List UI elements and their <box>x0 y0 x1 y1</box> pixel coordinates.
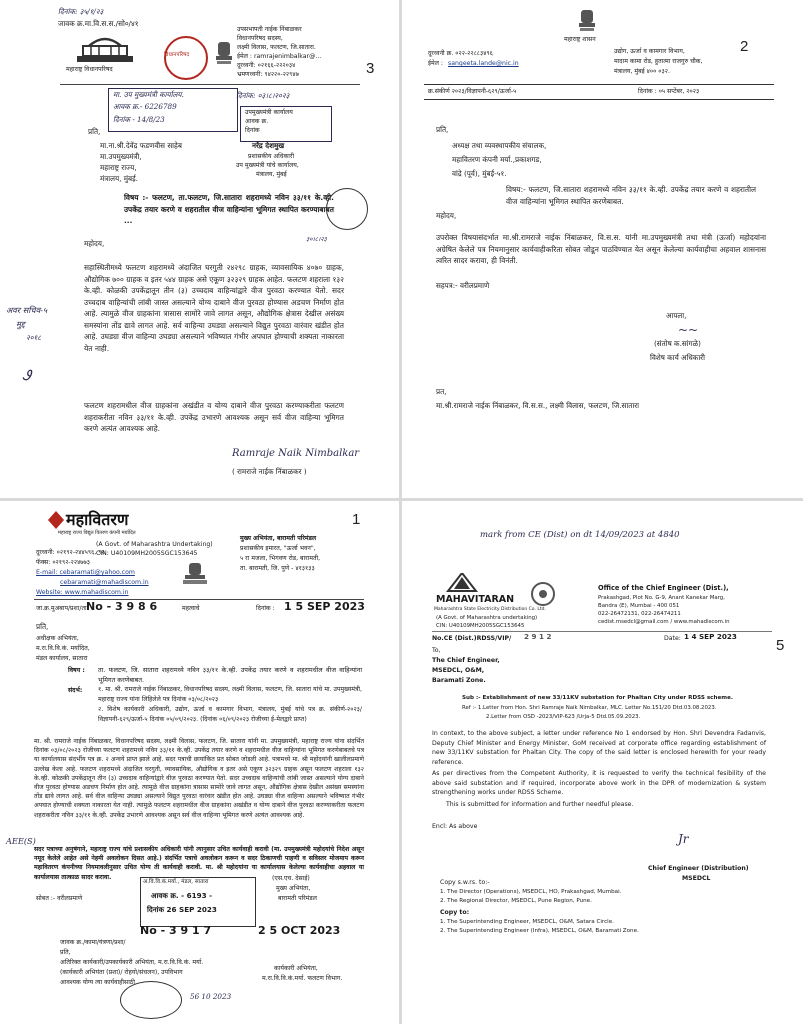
header-rule <box>60 84 360 85</box>
addressee-line: अध्यक्ष तथा व्यवस्थापकीय संचालक, <box>452 141 547 150</box>
letter-date: दिनांक: ०३।८।२०२३ <box>236 91 290 100</box>
body-paragraph-1: सहास्थितीमध्ये फलटण शहरामध्ये अंदाजित घरगुती २४२९८ ग्राहक, व्यावसायिक ४०७० ग्राहक, औद्योगिक ७०० ग्राहक व इतर ५४४ ग्राहक असे एकूण ३२३२९ ग्राहक आहेत. फलटण शहराला १३२ के.व्ही. कोळकी उपकेंद्रातून तीन (३) उच्चदाब वाहिन्यांद्वारे वीज पुरवठा करण्यात येतो. सदर उच्चदाब वाहिन्यांची लांबी जास्त असल्याने योग्य दाबाने वीज पुरवठा होण्यास अडचण निर्माण होत आहे. त्यामुळे वीज ग्राहकांना त्रासास सामोरे जावे लागत असून, औद्योगिक क्षेत्रास देखील असंख्य समस्यांना तोंड द्यावे लागत आहे. सर्व वाहिन्या उघड्या असल्याने विद्युत पुरवठा वारंवार खंडीत होत आहे. उघड्या वीज वाहिन्या उघड्या असल्याने भविष्यात गंभीर अपघात होण्याची शक्यता नाकारता येत नाही. <box>84 263 344 353</box>
stamp-line: आवक क्र. - 6193 - <box>151 891 213 900</box>
office-line: उपसभापती नाईक निंबाळकर <box>237 26 302 33</box>
handwritten-note: mark from CE (Dist) on dt 14/09/2023 at 4840 <box>480 530 680 540</box>
copy-to-line: 1. The Superintending Engineer, MSEDCL, O&M, Satara Circle. <box>440 919 614 925</box>
copy-to-line: मा.श्री.रामराजे नाईक निंबाळकर, वि.स.स., लक्ष्मी विलास, फलटण, जि.सातारा <box>436 401 639 410</box>
ref-label: जा.क्र.मुअबाप/प्रशा/ता <box>36 605 87 612</box>
sign-line: कार्यकारी अभियंता, <box>274 965 318 972</box>
body-paragraph-3: This is submitted for information and further needful please. <box>446 801 634 808</box>
emblem-caption: महाराष्ट्र शासन <box>564 36 596 43</box>
centenary-logo-icon <box>530 581 556 607</box>
subject-label: विषय : <box>68 667 85 674</box>
office-line: Bandra (E), Mumbai - 400 051 <box>598 603 680 609</box>
copy-line: 1. The Director (Operations), MSEDCL, HO, Prakashgad, Mumbai. <box>440 889 622 895</box>
javak-number: जावक क्र.मा.वि.स.स./सो०/४१ <box>58 19 139 28</box>
vidhan-bhavan-emblem-icon <box>75 34 135 64</box>
office-line: ५ रा मजला, भिगवण रोड, बारामती, <box>240 555 321 562</box>
office-line: Prakashgad, Plot No. G-9, Anant Kanekar Marg, <box>598 595 725 601</box>
addressee-line: महावितरण कंपनी मर्या.,प्रकाशगड, <box>452 155 542 164</box>
margin-note: मुद्द <box>16 319 25 329</box>
prati-label: प्रति, <box>36 622 49 631</box>
signatory-name: ( रामराजे नाईक निंबाळकर ) <box>232 467 307 476</box>
date-label: दिनांक : <box>256 605 275 612</box>
page-number: 5 <box>776 637 785 654</box>
panel-divider-horizontal <box>0 498 803 501</box>
salutation: महोदय, <box>436 211 457 220</box>
inward-stamp <box>140 877 256 927</box>
reference-1: Ref :- 1.Letter from Hon. Shri Ramraje Naik Nimbalkar, MLC. Letter No.151/20 Dtd.03.08.2023. <box>462 705 717 711</box>
enclosure: Encl: As above <box>432 823 478 830</box>
ashoka-emblem-icon <box>577 8 597 34</box>
margin-note: २०१८ <box>26 333 41 342</box>
enclosure: सहपत्र:- वरीलप्रमाणे <box>436 281 490 290</box>
round-stamp <box>120 981 182 1019</box>
addressee-line: मंत्रालय, मुंबई. <box>100 174 138 183</box>
lower-ref-number: No - 3 9 1 7 <box>140 924 212 937</box>
page-number: 3 <box>366 60 375 77</box>
enclosure: सोबत :- वरीलप्रमाणे <box>36 895 83 902</box>
page-number: 1 <box>352 511 361 528</box>
dept-line: मंत्रालय, मुंबई ४०० ०३२. <box>614 68 670 75</box>
reference-label: संदर्भ: <box>68 687 83 694</box>
side-note: AEE(S) <box>6 836 36 846</box>
logo-text: महावितरण <box>66 510 129 529</box>
important-label: महत्वाचे <box>182 605 200 612</box>
dept-line: मादाम कामा रोड, हुतात्मा राजगुरु चौक, <box>614 58 703 65</box>
addressee-line: मा.उपमुख्यमंत्री, <box>100 152 142 161</box>
sign-line: (एस.एच. देसाई) <box>272 875 310 882</box>
body-paragraph-1: In context, to the above subject, a letter under reference No 1 endorsed by Hon. Shri Devendra Fadanvis, Deputy Chief Minister and Energy Minister, GoM received at corporate office regarding establishment of new 33/11KV substation for Phaltan City. The copy of the said letter is enclosed herewith for your ready reference. <box>432 730 766 766</box>
phone-line: दूरध्वनी: ०२१९२-२४४५९६, ९२, <box>36 549 107 556</box>
copy-line: (कार्यकारी अभियंता (प्रशा)/ रोहयो/संचलन), उपविभाग <box>60 969 183 976</box>
margin-note: अवर सचिव-५ <box>6 305 48 315</box>
round-receipt-stamp <box>326 188 368 230</box>
receipt-line: दिनांक - 14/8/23 <box>113 115 165 124</box>
stamp-line: प्रशासकीय अधिकारी <box>248 153 295 160</box>
mahavitaran-logo-icon <box>48 511 64 529</box>
letter-subject: विषय:- फलटण, जि.सातारा शहरामध्ये नविन ३३/११ के.व्ही. उपकेंद्र तयार करणे व शहरातील वीज वाहिन्यांना भूमिगत स्थापित करणेबाबत. <box>506 185 756 206</box>
copy-to-line: 2. The Superintending Engineer (Infra), MSEDCL, O&M, Baramati Zone. <box>440 928 639 934</box>
email-label: ईमेल : <box>428 60 443 67</box>
govt-line: (A Govt. of Maharashtra Undertaking) <box>96 541 213 548</box>
name-stamp <box>236 142 340 190</box>
letter-panel-5 <box>402 501 803 1024</box>
office-line: 022-26472131, 022-26474211 <box>598 611 681 617</box>
dinank-number: दिनांक: ३५/१/२३ <box>58 7 104 16</box>
office-line: cedist.msedcl@gmail.com / www.mahadiscom.in <box>598 619 730 625</box>
ref-number: क्र.संकीर्ण २०२३/विज्ञापनी-६२९/ऊर्जा-५ <box>428 88 517 95</box>
stamp-name: नरेंद्र देशमुख <box>252 141 285 150</box>
subject-line: Sub :- Establishment of new 33/11KV substation for Phaltan City under RDSS scheme. <box>462 695 734 701</box>
receipt-line: मा. उप मुख्यमंत्री कार्यालय. <box>113 90 184 99</box>
letter-panel-2 <box>402 0 803 498</box>
body-paragraph-2: फलटण शहरामधील वीज ग्राहकांना अखंडीत व योग्य दाबाने वीज पुरवठा करण्याकरीता फलटण शहराकरीता नविन ३३/११ के.व्ही. उपकेंद्र उभारणे आवश्यक असून सर्व वीज वाहिन्या भूमिगत करणे अत्यंत आवश्यक आहे. <box>84 401 344 433</box>
ref-number: 2 9 1 2 <box>524 632 552 641</box>
yours-label: आपला, <box>666 311 687 320</box>
date-stamp: 1 5 SEP 2023 <box>284 600 365 613</box>
addressee-line: वांद्रे (पूर्व), मुंबई-५१. <box>452 169 507 178</box>
date-label: Date: <box>664 635 681 642</box>
office-line: दूरध्वनी: ०२१६६-२२२०३४ <box>237 62 296 69</box>
office-line: ता. बारामती, जि. पुणे - ४१३१३३ <box>240 565 315 572</box>
ref-date: दिनांक : ०५ सप्टेंबर, २०२३ <box>638 88 700 95</box>
office-line: Office of the Chief Engineer (Dist.), <box>598 584 729 592</box>
addressee-line: महाराष्ट्र राज्य, <box>100 163 137 172</box>
letter-subject: विषय :- फलटण, ता.फलटण, जि.सातारा शहरामध्ये नविन ३३/११ के.व्ही. उपकेंद्र तयार करणे व शहरातील वीज वाहिन्यांना भूमिगत स्थापित करण्याबाबत ... <box>124 193 334 225</box>
website-link[interactable]: Website: www.mahadiscom.in <box>36 589 129 596</box>
ref-label: No.CE (Dist.)RDSS/VIP/ <box>432 635 512 642</box>
signature: Ramraje Naik Nimbalkar <box>232 448 360 459</box>
logo-subtitle: महाराष्ट्र राज्य विद्युत वितरण कंपनी मर्यादित <box>58 530 136 536</box>
addressee-line: अधीक्षक अभियंता, <box>36 635 79 642</box>
outward-number: No - 3 9 8 6 <box>86 600 158 613</box>
office-line: लक्ष्मी विलास, फलटण, जि.सातारा. <box>237 44 316 51</box>
to-line: The Chief Engineer, <box>432 657 500 664</box>
note-line: आवक क्र. <box>245 118 269 125</box>
reference-2: 2.Letter from OSD -2023/VIP-623 /Urja-5 Dtd.05.09.2023. <box>486 714 641 720</box>
govt-line: (A Govt. of Maharashtra undertaking) <box>436 615 538 621</box>
reference-bar <box>424 84 774 100</box>
letter-panel-3 <box>0 0 399 498</box>
reference-1: १. मा. श्री. रामराजे नाईक निंबाळकर, विधानपरिषद सदस्य, लक्ष्मी विलास, फलटण, जि. सातारा यांचे मा. उपमुख्यमंत्री, महाराष्ट्र राज्य यांना लिहिलेले पत्र दिनांक ०३/०८/२०२३ <box>98 686 362 703</box>
letter-body: उपरोक्त विषयासंदर्भात मा.श्री.रामराजे नाईक निंबाळकर, वि.स.स. यांनी मा.उपमुख्यमंत्री तथा मंत्री (ऊर्जा) महोदयांना अग्रेषित केलेले पत्र नियमानुसार कार्यवाहीकरिता सोबत जोडून पाठविण्यात येत असून केलेल्या कार्यवाहीचा अहवाल शासनास त्वरित सादर करावा, ही विनंती. <box>436 233 766 265</box>
office-line: विधानपरिषद सदस्य, <box>237 35 283 42</box>
signatory-name: (संतोष क.सांगळे) <box>654 339 701 348</box>
stamp-scribble: 56 10 2023 <box>190 992 232 1001</box>
letter-panel-1 <box>0 501 399 1024</box>
letter-subject: ता. फलटण, जि. सातारा शहरामध्ये नविन ३३/११ के.व्ही. उपकेंद्र तयार करणे व शहरामधील वीज वाहिन्यांना भूमिगत करणेबाबत. <box>98 666 362 684</box>
sign-line: Chief Engineer (Distribution) <box>648 865 749 872</box>
signature-scribble: Jr <box>678 832 689 846</box>
sign-line: बारामती परिमंडल <box>278 895 317 902</box>
stamp-line: मंत्रालय, मुंबई <box>256 171 287 178</box>
to-line: Baramati Zone. <box>432 677 486 684</box>
copy-line: आवश्यक योग्य त्या कार्यवाहीसाठी <box>60 979 135 986</box>
date-stamp: 1 4 SEP 2023 <box>684 632 737 641</box>
dept-line: उद्योग, ऊर्जा व कामगार विभाग, <box>614 48 685 55</box>
signature-scribble: ~~ <box>678 323 699 337</box>
sign-line: म.रा.वि.वि.कं.मर्या. फलटण विभाग. <box>262 975 343 982</box>
receipt-stamp <box>108 88 238 132</box>
mahavitaran-logo-icon <box>442 573 482 593</box>
email-link[interactable]: sangeeta.lande@nic.in <box>448 60 519 67</box>
receipt-line: आवक क्र.- 6226789 <box>113 102 177 111</box>
copy-line: 2. The Regional Director, MSEDCL, Pune Region, Pune. <box>440 898 592 904</box>
letter-body: मा. श्री. रामराजे नाईक निंबाळकर, विधानपरिषद सदस्य, लक्ष्मी विलास, फलटण, जि. सातारा यांनी मा. उपमुख्यमंत्री, महाराष्ट्र राज्य यांना संदर्भित दिनांक ०३/०८/२०२३ रोजीच्या फलटण शहरामध्ये नविन ३३/११ के.व्ही. उपकेंद्र तयार करणे व शहरामधील वीज वाहिन्यांना भूमिगत करणेबाबतचे पत्र या कार्यालयास संदर्भीय पत्र क्र. २ अन्वये प्राप्त झाले आहे. सदर पत्राची छायांकित प्रत सोबत जोडली आहे. पत्रामध्ये मा. श्री महोदयांनी खालीलप्रमाणे उल्लेख केला आहे. फलटण शहरामध्ये अंदाजित घरगुती, व्यावसायिक, औद्योगिक व इतर असे एकूण ३२३२९ ग्राहक असून फलटण शहराला १३२ के.व्ही. कोळकी उपकेंद्रातून तीन (३) उच्चदाब वाहिन्यांद्वारे वीज पुरवठा करण्यात येतो. सदर उच्चदाब वाहिन्यांची लांबी जास्त असल्याने योग्य दाबाने वीज पुरवठा होण्यास अडचण निर्माण होत आहे. त्यामुळे वीज ग्राहकांना त्रासास सामोरे जावे लागत असून, औद्योगिक क्षेत्रास देखील असंख्य समस्यांना तोंड द्यावे लागत आहे. सर्व वीज वाहिन्या उघड्या असल्याने विद्युत पुरवठा वारंवार खंडीत होत आहे. उघड्या वीज वाहिन्या असल्याने भविष्यात गंभीर अपघात होण्याची शक्यता नाकारता येत नाही. त्यामुळे फलटण शहरामधील वीज ग्राहकांना अखंडीत व योग्य दाबाने वीज पुरवठा करण्याकरीता फलटण शहराकरीता नविन ३३/११ के.व्ही. उपकेंद्र उभारणे आवश्यक असून सर्व वीज वाहिन्या भूमिगत करणे अत्यंत आवश्यक आहे. <box>34 738 364 819</box>
office-line: मुख्य अभियंता, बारामती परिमंडल <box>240 535 317 542</box>
addressee-line: म.रा.वि.वि.कं. मर्यादित, <box>36 645 90 652</box>
salutation: महोदय, <box>84 239 105 248</box>
office-line: भ्रमणध्वनी: ९४२२०-२२९४७ <box>237 71 299 78</box>
cin-line: CIN: U40109MH2005SGC153645 <box>96 550 198 557</box>
lower-date: 2 5 OCT 2023 <box>258 924 341 937</box>
prati-label: प्रति, <box>436 125 449 134</box>
margin-scribble: Ꮽ <box>22 368 31 384</box>
copy-to-label: प्रत, <box>436 387 447 396</box>
addressee-line: मा.ना.श्री.देवेंद्र फडणवीस साहेब <box>100 141 182 150</box>
to-line: To, <box>432 647 441 654</box>
sign-line: MSEDCL <box>682 875 711 882</box>
prati-label: प्रति, <box>88 127 101 136</box>
emblem-caption: महाराष्ट्र विधानपरिषद <box>66 66 113 73</box>
sign-line: मुख्य अभियंता, <box>276 885 311 892</box>
logo-text: MAHAVITARAN <box>436 594 515 605</box>
office-line: प्रशासकीय इमारत, "ऊर्जा भवन", <box>240 545 316 552</box>
right-note-stamp <box>240 106 332 142</box>
stamp-line: दिनांक 26 SEP 2023 <box>147 905 217 914</box>
ashoka-emblem-icon <box>214 40 234 68</box>
stamp-line: उप मुख्यमंत्री यांचे कार्यालय, <box>236 162 299 169</box>
copy-line: अतिरिक्त कार्यकारी/उपकार्यकारी अभियंता, म.रा.वि.वि.कं. मर्या. <box>60 959 204 966</box>
copy-label: Copy s.w.rs. to:- <box>440 879 490 886</box>
to-line: MSEDCL, O&M, <box>432 667 485 674</box>
copy-line: जावक क्र./कामा/यंत्रणा/प्रशा/ <box>60 939 126 946</box>
logo-subtitle: Maharashtra State Electricity Distribution Co. Ltd. <box>434 607 546 612</box>
stamp-date-note: ३०।८।२३ <box>306 236 327 243</box>
signatory-title: विशेष कार्य अधिकारी <box>650 353 705 362</box>
letter-body-2: सदर पत्राच्या अनुषंगाने, महाराष्ट्र राज्य यांचे प्रशासकीय अधिकारी यांनी त्यानुसार उचित कार्यवाही करावी (मा. उपमुख्यमंत्री महोदयांचे निदेश असून नमूद केलेले आहेत असे नेहमी अवलोकन दिसत आहे.) संदर्भित पत्राचे अवलोकन करून व सदर ठिकाणची पाहणी व सविस्तर मोजमाप करून महावितरण कंपनीच्या नियमावलीनुसार उचित योग्य ती कार्यवाही करावी. मा. श्री महोदयांना या कार्यालयास केलेल्या कार्यवाहीचा अहवाल या कार्यालयास तात्काळ सादर करावा. <box>34 846 364 881</box>
addressee-line: मंडल कार्यालय, सातारा <box>36 655 88 662</box>
reference-2: २. विशेष कार्यकारी अधिकारी, उद्योग, ऊर्जा व कामगार विभाग, मंत्रालय, मुंबई यांचे पत्र क्र. संकीर्ण-२०२३/विज्ञापनी-६२९/ऊर्जा-५ दिनांक ०५/०९/२०२३. (दिनांक ०६/०९/२०२३ रोजीच्या ई-मेलद्वारे प्राप्त) <box>98 706 362 723</box>
copy-line: प्रति, <box>60 949 71 956</box>
note-line: उपमुख्यमंत्री कार्यालय <box>245 109 293 116</box>
page-number: 2 <box>740 38 749 55</box>
panel-divider-vertical <box>399 0 402 1024</box>
crest-label: विधानपरिषद <box>164 52 190 58</box>
email-link[interactable]: cebaramati@mahadiscom.in <box>60 579 149 586</box>
copy-to-label: Copy to: <box>440 909 470 916</box>
body-paragraph-2: As per directives from the Competent Authority, it is requested to verify the technical fesibility of the above said substation and if required, incorporate above work in the DPR of modernization & system strengthening works under RDSS Scheme. <box>432 770 766 797</box>
lion-emblem-icon <box>180 561 210 587</box>
note-line: दिनांक <box>245 127 260 134</box>
phone-line: फॅक्स: ०२१९२-२२४७७३ <box>36 559 90 566</box>
stamp-line: अ.वि.वि.कं.मर्या., मंडल, सातारा <box>143 879 209 885</box>
email-link[interactable]: E-mail: cebaramati@yahoo.com <box>36 569 135 576</box>
cin-line: CIN: U40109MH2005SGC153645 <box>436 623 525 629</box>
phone-line: दूरध्वनी क्र. ०२२-२२८८३४९६ <box>428 50 493 57</box>
office-line: ईमेल : ramrajenimbalkar@... <box>237 53 322 60</box>
vidhanparishad-crest <box>164 36 208 80</box>
